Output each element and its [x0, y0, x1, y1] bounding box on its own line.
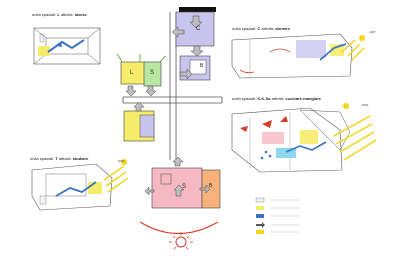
bottom-sun: [169, 232, 193, 249]
zone-label-left-yellow: L: [130, 70, 134, 76]
dormire-sun-rays: [342, 40, 364, 60]
zone-label-bottom-pink: S: [182, 184, 187, 190]
cucinare-room-outline: [232, 108, 342, 172]
cucinare-pink-area: [262, 132, 284, 144]
cucinare-yellow-area: [300, 130, 318, 144]
green-arrow-1: [117, 54, 122, 62]
zone-label-top-lower: B: [200, 63, 204, 69]
panel-title-cucinare: unità spaziali: S-K-Sa attività: cucinare-mangiare: [232, 96, 321, 101]
panel-title-dormire: unità spaziali: C attività: dormire: [232, 26, 291, 31]
arrow-yellow-down: [126, 86, 136, 96]
dormire-sun: [359, 35, 365, 41]
compass-label-cucinare: SUD: [362, 103, 369, 107]
top-dark-band: [179, 7, 216, 12]
compass-label-studiare: SUD: [118, 159, 125, 163]
zone-label-top: C: [196, 26, 201, 32]
panel-title-studiare: unità spaziali: T attività: studiare: [30, 156, 89, 161]
bottom-sun-disc: [176, 237, 186, 247]
central-scheme: [117, 7, 222, 249]
legend-swatch-arrow: [256, 222, 265, 228]
legend-swatch-blue: [256, 214, 264, 218]
green-arrow-3: [160, 56, 166, 62]
section-lavoro: [34, 28, 100, 64]
panel-title-lavoro: unità spaziali: L attività: lavoro: [32, 12, 87, 17]
legend-swatch-yellow: [256, 206, 264, 210]
zone-top-lower-white: [190, 60, 206, 74]
arrow-top-lower-down: [191, 46, 203, 56]
legend-swatch-sun: [256, 230, 264, 234]
legend-swatch-hatch: [256, 198, 264, 202]
section-dormire: [232, 34, 365, 78]
zone-left-lower-lavender: [140, 115, 154, 137]
legend: [256, 198, 300, 234]
arrow-green-down: [146, 86, 156, 96]
sun-arc: [140, 222, 218, 234]
section-cucinare: [232, 103, 376, 172]
dormire-lavender-area: [296, 40, 326, 58]
zone-label-left-green: S: [150, 70, 155, 76]
zone-label-bottom-orange: B: [209, 183, 213, 189]
studiare-sun-rays: [104, 166, 128, 192]
cucinare-red-arrows: [240, 116, 288, 132]
compass-label-dormire: EST: [370, 30, 376, 34]
cucinare-sun: [343, 103, 349, 109]
cucinare-blue-drops: [261, 151, 272, 160]
green-arrows: [117, 54, 166, 62]
arrow-bottom-up: [173, 157, 183, 166]
lavoro-blue-flow: [48, 40, 84, 52]
